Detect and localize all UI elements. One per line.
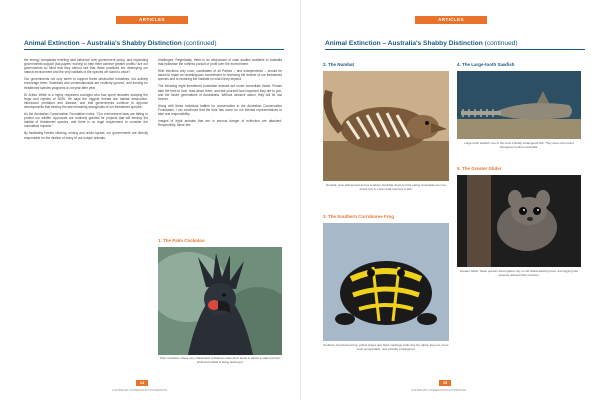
paragraph: Along with these individual battles for conservation in the Australian Conservation Foundation, I am convinced that the time has come for our elected representatives to take real responsibility. <box>158 103 282 117</box>
sawfish-photo <box>457 71 581 139</box>
section-heading-numbat: 2. The Numbat <box>323 62 355 67</box>
page-number-right: 25 <box>439 380 451 386</box>
paragraph: the energy companies exerting vast influence over government policy, and expanding governments support (tax-payers' money) to help them achieve greater profits? Are our governments so blind that they cannot see that these practices are destroying our natural environment and the very habitats of the species we claim to value? <box>24 58 148 75</box>
section-heading-palm-cockatoo: 1. The Palm Cockatoo <box>158 238 205 243</box>
title-continued: (continued) <box>484 40 518 47</box>
paragraph: By facilitating forests clearing, mining and urban sprawl, our governments are directly responsible for the decline of many of our unique animals. <box>24 131 148 140</box>
footer-text-left: AUSTRALIAN CONSERVATION FOUNDATION <box>112 389 168 392</box>
section-heading-corroboree-frog: 3. The Southern Corroboree Frog <box>323 214 395 219</box>
numbat-caption: Numbat: once widespread across southern Australia, these termite eating marsupials are now found only in a few small reserves in WA. <box>326 183 446 191</box>
paragraph: Dr Arthur White is a highly respected zoologist who has spent decades studying the frogs and reptiles of NSW. He says the biggest threats are habitat destruction, introduced predators and disease, and that governments continue to approve developments that destroy the last remaining strongholds of our threatened species. <box>24 92 148 109</box>
text-column-2 <box>158 58 282 238</box>
greater-glider-caption: Greater Glider: these possum-sized gliders rely on old hollow-bearing trees, and logging has severely reduced their numbers. <box>460 269 578 277</box>
title-continued: (continued) <box>183 40 217 47</box>
numbat-photo <box>323 71 449 181</box>
sawfish-caption: Large-tooth sawfish: one of the most critically endangered fish. They were once found throughout northern Australia. <box>464 141 574 149</box>
title-main: Animal Extinction – Australia's Shabby Distinction <box>24 40 182 47</box>
palm-cockatoo-caption: Palm Cockatoo: these very charismatic cockatoos make drum beats to attract a mate but their rainforest habitat is being destroyed. <box>160 356 280 364</box>
greater-glider-photo <box>457 175 581 267</box>
section-heading-sawfish: 4. The Large-tooth Sawfish <box>457 62 515 67</box>
title-main: Animal Extinction – Australia's Shabby Distinction <box>325 40 483 47</box>
paragraph: Images of eight animals that are in serious danger of extinction are attached. Respectfully, these are: <box>158 119 282 128</box>
articles-tab: ARTICLES <box>415 16 487 24</box>
palm-cockatoo-photo <box>158 247 282 355</box>
page-number-left: 24 <box>136 380 148 386</box>
paragraph: The following eight threatened Australian animals are under immediate threat. Please take the time to look, read about them, and ask yourself how important they are to you, and the future generations of Australians. Without decisive action, they will be lost forever. <box>158 84 282 101</box>
corroboree-frog-photo <box>323 223 449 341</box>
paragraph: challenges. Regrettably, there is an abundance of case studies available in Australia that epitomise the ruthless pursuit of profit over the environment. <box>158 58 282 67</box>
paragraph: As the Australian Conservation Foundation notes, "Our environment laws are failing to protect our wildlife. Approvals are routinely granted for projects that will destroy the habitat of threatened species, and there is no legal requirement to consider the cumulative impacts." <box>24 112 148 129</box>
page-title <box>24 38 284 50</box>
paragraph: With elections only once, candidates of all Parties – and Independents – should be asked to make an unambiguous commitment to reversing the decline of our threatened species and to restoring the habitats on which they depend. <box>158 69 282 82</box>
paragraph: Our governments not only seem to support these destructive industries, but actively encourage them. Scientists and conservationists are routinely ignored, and funding for threatened species programs is cut year after year. <box>24 77 148 90</box>
articles-tab: ARTICLES <box>116 16 188 24</box>
section-heading-greater-glider: 5. The Greater Glider <box>457 166 502 171</box>
corroboree-frog-caption: Southern Corroboree Frog: yellow stripes and black markings make this tiny alpine frog one of our most recognisable, now critically endangered. <box>323 343 449 351</box>
text-column-1 <box>24 58 148 370</box>
page-title <box>325 38 585 50</box>
footer-text-right: AUSTRALIAN CONSERVATION FOUNDATION <box>411 389 467 392</box>
right-page <box>300 0 600 400</box>
